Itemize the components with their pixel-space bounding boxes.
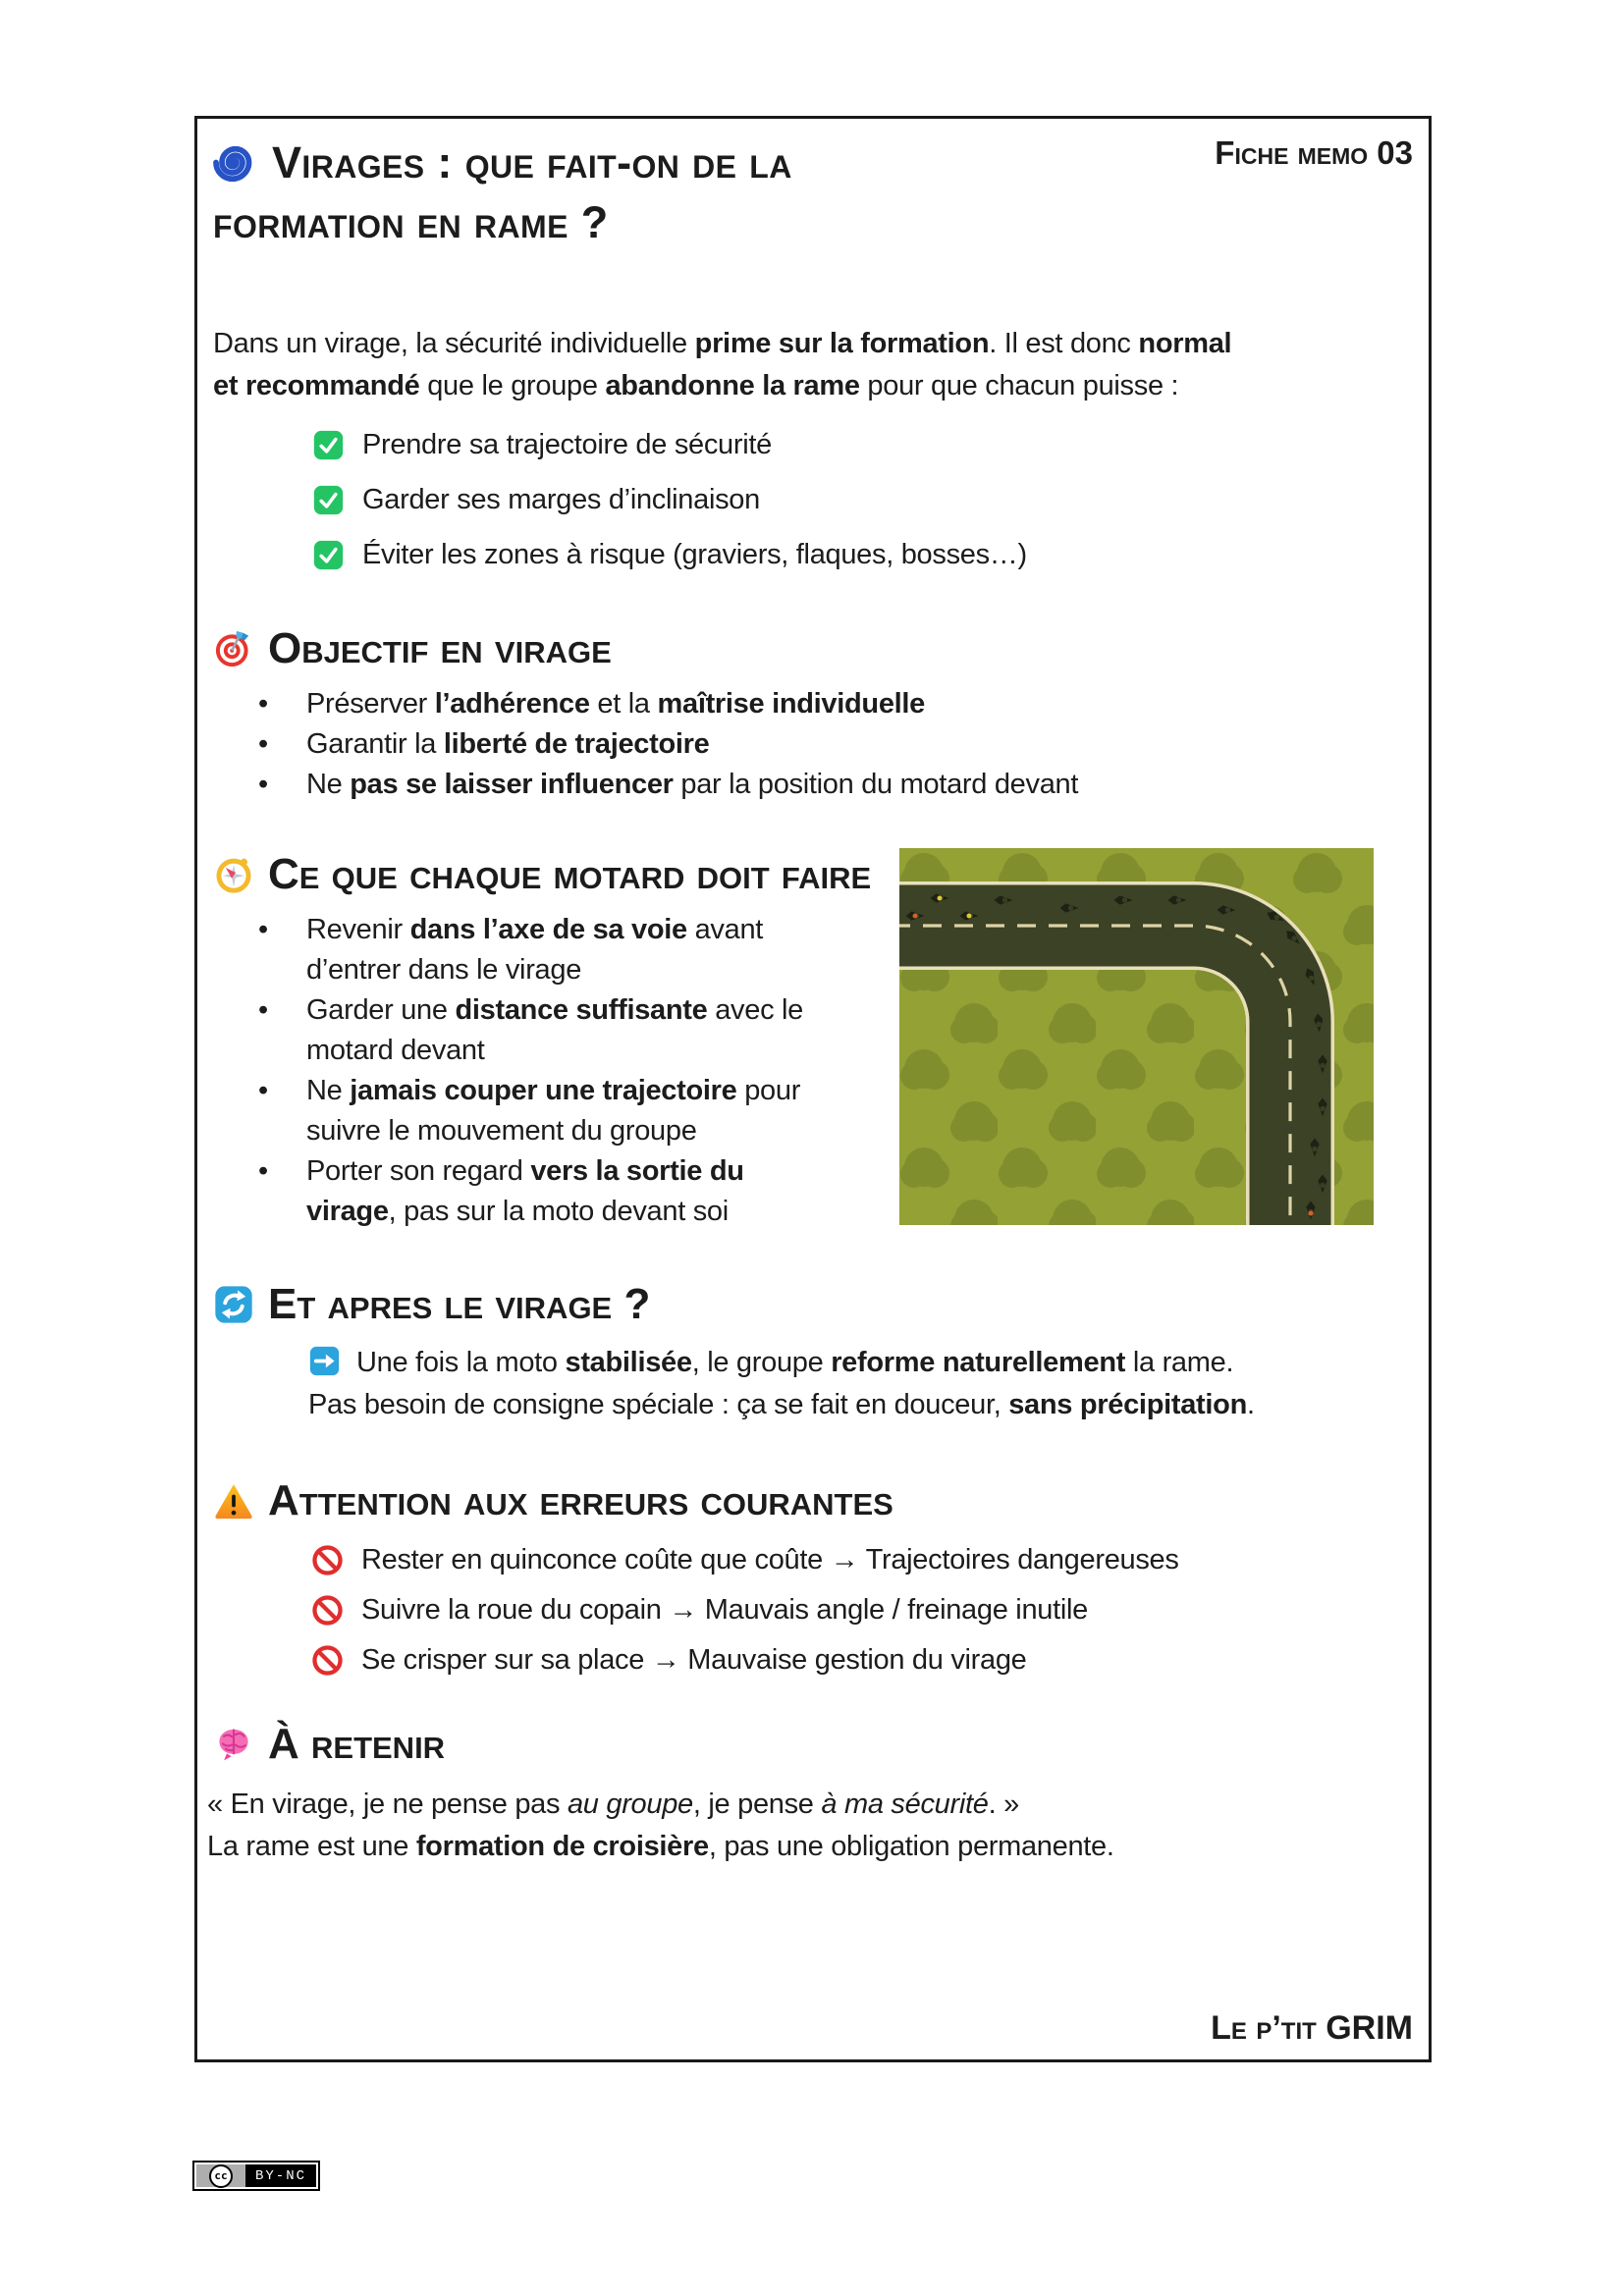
section-heading: Ce que chaque motard doit faire [213,851,1413,898]
bullet-item: • Préserver l’adhérence et la maîtrise individuelle [213,684,1413,724]
section-heading: Attention aux erreurs courantes [213,1477,1413,1524]
compass-icon [213,854,254,895]
section-heading: Objectif en virage [213,625,1413,672]
brain-icon [213,1724,254,1765]
section-heading: Et apres le virage ? [213,1281,1413,1328]
section-heading: À retenir [213,1721,1413,1768]
cc-license-label: BY-NC [245,2164,316,2187]
bullet-item: • Porter son regard vers la sortie du virage, pas sur la moto devant soi [213,1151,856,1232]
checklist-item-text: Prendre sa trajectoire de sécurité [362,429,772,460]
section-erreurs [213,1477,1413,1682]
section-objectif [213,625,1413,805]
green-check-icon [312,484,345,516]
erreur-item [310,1639,1413,1682]
apres-paragraph-text: Une fois la moto stabilisée, le groupe reforme naturellement la rame. Pas besoin de consigne spéciale : ça se fait en douceur, sans précipitation. [308,1347,1255,1420]
green-check-icon [312,429,345,461]
page-title-text: Virages : que fait-on de la formation en rame ? [213,137,792,247]
prohibited-icon [310,1543,345,1577]
bullet-item: • Garder une distance suffisante avec le motard devant [213,990,856,1071]
road-curve-illustration [899,848,1374,1225]
section-retenir [207,1720,1413,1868]
fiche-memo-badge: Fiche memo 03 [1215,134,1413,171]
target-dart-icon [213,628,254,669]
objectif-bullet-list [213,684,1413,805]
section-apres [213,1281,1413,1426]
page-title [213,133,792,252]
erreur-item [310,1589,1413,1631]
bullet-item: • Revenir dans l’axe de sa voie avant d’entrer dans le virage [213,910,856,990]
erreur-item-text: Se crisper sur sa place → Mauvaise gestion du virage [361,1644,1027,1676]
checklist [312,424,1413,576]
erreurs-list [310,1539,1413,1682]
bullet-item: • Ne pas se laisser influencer par la position du motard devant [213,765,1413,805]
cc-logo-panel [196,2164,245,2187]
checklist-item-text: Éviter les zones à risque (graviers, flaques, bosses…) [362,539,1027,570]
cyclone-spiral-icon [213,140,257,185]
section-motard [213,851,1413,1236]
checklist-item [312,479,1413,521]
right-arrow-icon [308,1345,341,1377]
checklist-item-text: Garder ses marges d’inclinaison [362,484,760,515]
erreur-item [310,1539,1413,1581]
motard-bullet-list [213,910,856,1232]
header [213,119,1413,252]
memo-sheet [194,116,1432,2062]
prohibited-icon [310,1643,345,1678]
key-takeaway [207,1784,1407,1868]
apres-paragraph [308,1342,1413,1426]
bullet-item: • Garantir la liberté de trajectoire [213,724,1413,765]
checklist-item [312,424,1413,466]
erreur-item-text: Rester en quinconce coûte que coûte → Trajectoires dangereuses [361,1544,1179,1575]
intro-paragraph: Dans un virage, la sécurité individuelle prime sur la formation. Il est donc normal et recommandé que le groupe abandonne la rame pour que chacun puisse : [213,328,1232,401]
quote-line: « En virage, je ne pense pas au groupe, je pense à ma sécurité. » [207,1789,1019,1820]
warning-triangle-icon [213,1480,254,1522]
footer-signature: Le p’tit GRIM [1211,2009,1413,2047]
erreur-item-text: Suivre la roue du copain → Mauvais angle / freinage inutile [361,1594,1088,1626]
quote-line2: La rame est une formation de croisière, pas une obligation permanente. [207,1831,1114,1862]
cc-by-nc-badge[interactable] [192,2161,320,2191]
checklist-item [312,534,1413,576]
cc-logo-icon: cc [209,2164,233,2188]
cycle-arrows-icon [213,1284,254,1325]
bullet-item: • Ne jamais couper une trajectoire pour suivre le mouvement du groupe [213,1071,856,1151]
green-check-icon [312,539,345,571]
prohibited-icon [310,1593,345,1628]
